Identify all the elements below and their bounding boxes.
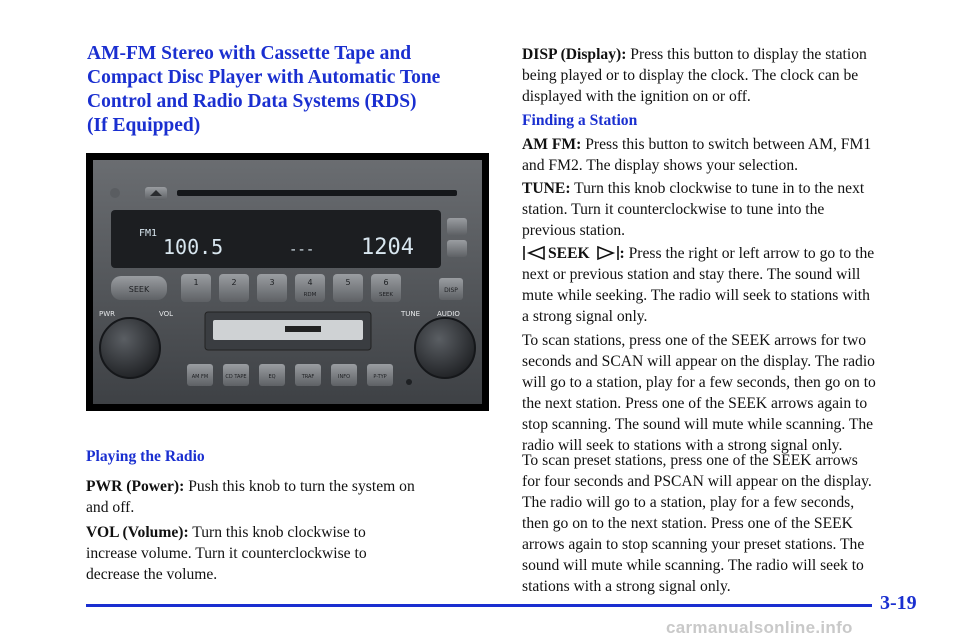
- pscan-text-6: sound will mute while scanning. The radio will seek to: [522, 557, 864, 574]
- small-hole: [406, 379, 412, 385]
- page-number: 3-19: [880, 592, 917, 614]
- tune-text-3: previous station.: [522, 222, 626, 239]
- cd-slot: [177, 190, 457, 196]
- bottom-button-label-4: INFO: [337, 374, 351, 380]
- radio-photo: [86, 153, 489, 411]
- audio-label: AUDIO: [437, 310, 460, 318]
- finding-station-subhead: Finding a Station: [522, 112, 638, 129]
- heading-line-2: Compact Disc Player with Automatic Tone: [87, 67, 441, 88]
- bottom-button-label-1: CD TAPE: [225, 374, 247, 380]
- tune-term: TUNE:: [522, 180, 571, 197]
- indicator-led: [110, 188, 120, 198]
- vol-text-3: decrease the volume.: [86, 566, 218, 583]
- preset-number-1: 1: [193, 278, 199, 287]
- scan-text-3: will go to a station, play for a few seconds, then go on to: [522, 374, 876, 391]
- scan-text-4: the next station. Press one of the SEEK arrows again to: [522, 395, 868, 412]
- disp-paragraph: [522, 44, 932, 107]
- bottom-button-label-5: P-TYP: [373, 374, 387, 380]
- tune-audio-knob: [415, 318, 475, 378]
- seek-text-4: a strong signal only.: [522, 308, 648, 325]
- disp-button-label: DISP: [444, 287, 458, 294]
- amfm-text-2: and FM2. The display shows your selection.: [522, 157, 799, 174]
- footer-rule: [86, 604, 872, 607]
- vol-text-2: increase volume. Turn it counterclockwise to: [86, 545, 367, 562]
- scan-text-1: To scan stations, press one of the SEEK arrows for two: [522, 332, 867, 349]
- amfm-text-1: Press this button to switch between AM, FM1: [581, 136, 872, 153]
- bottom-button-label-2: EQ: [268, 374, 276, 380]
- scan-text-5: stop scanning. The sound will mute while scanning. The: [522, 416, 874, 433]
- tune-text-1: Turn this knob clockwise to tune in to the next: [570, 180, 865, 197]
- pwr-label: PWR: [99, 310, 116, 318]
- scan-text-6: radio will seek to stations with a strong signal only.: [522, 437, 843, 454]
- pwr-term: PWR (Power):: [86, 478, 185, 495]
- tune-paragraph: [522, 178, 932, 241]
- side-button-2: [447, 240, 467, 257]
- seek-text-3: mute while seeking. The radio will seek to stations with: [522, 287, 870, 304]
- preset-number-3: 3: [269, 278, 275, 287]
- seek-paragraph: [522, 243, 932, 327]
- seek-left-icon: [522, 245, 548, 261]
- heading-line-1: AM-FM Stereo with Cassette Tape and: [87, 43, 412, 64]
- pscan-text-7: stations with a strong signal only.: [522, 578, 731, 595]
- vol-label: VOL: [159, 310, 174, 318]
- section-heading: [87, 42, 497, 138]
- pwr-vol-knob: [100, 318, 160, 378]
- vol-term: VOL (Volume):: [86, 524, 189, 541]
- vol-text-1: Turn this knob clockwise to: [188, 524, 366, 541]
- lcd-clock: 1204: [361, 235, 414, 260]
- preset-sublabel-4: RDM: [303, 292, 317, 298]
- pscan-text-5: arrows again to stop scanning your preset stations. The: [522, 536, 865, 553]
- disp-text-3: displayed with the ignition on or off.: [522, 88, 751, 105]
- tune-text-2: station. Turn it counterclockwise to tune into the: [522, 201, 825, 218]
- pwr-text-1: Push this knob to turn the system on: [184, 478, 415, 495]
- seek-right-icon: [594, 245, 620, 261]
- bottom-button-label-3: TRAF: [301, 374, 315, 380]
- seek-colon: :: [619, 245, 625, 262]
- playing-radio-subhead: Playing the Radio: [86, 448, 205, 465]
- heading-line-3: Control and Radio Data Systems (RDS): [87, 91, 417, 112]
- pscan-text-4: then go on to the next station. Press one of the SEEK: [522, 515, 853, 532]
- seek-term: SEEK: [548, 245, 590, 262]
- preset-number-2: 2: [231, 278, 237, 287]
- pscan-paragraph: [522, 450, 934, 597]
- pwr-text-2: and off.: [86, 499, 135, 516]
- seek-text-1: Press the right or left arrow to go to the: [624, 245, 875, 262]
- watermark: carmanualsonline.info: [666, 618, 853, 637]
- side-button-1: [447, 218, 467, 235]
- bottom-button-label-0: AM FM: [191, 374, 209, 380]
- cassette-label: [285, 326, 321, 332]
- preset-number-6: 6: [383, 278, 389, 287]
- scan-text-2: seconds and SCAN will appear on the display. The radio: [522, 353, 875, 370]
- pscan-text-3: The radio will go to a station, play for a few seconds,: [522, 494, 855, 511]
- tune-label: TUNE: [401, 310, 421, 318]
- heading-line-4: (If Equipped): [87, 115, 201, 136]
- lcd-middle: ---: [289, 242, 315, 258]
- radio-faceplate-illustration: [93, 160, 482, 404]
- disp-term: DISP (Display):: [522, 46, 627, 63]
- amfm-paragraph: [522, 134, 932, 176]
- lcd-mode: FM1: [139, 228, 158, 239]
- pwr-paragraph: [86, 476, 486, 518]
- preset-number-5: 5: [345, 278, 351, 287]
- disp-text-2: being played or to display the clock. The clock can be: [522, 67, 859, 84]
- scan-paragraph: [522, 330, 934, 456]
- seek-label: SEEK: [128, 285, 150, 294]
- seek-text-2: next or previous station and stay there. The sound will: [522, 266, 861, 283]
- pscan-text-2: for four seconds and PSCAN will appear on the display.: [522, 473, 872, 490]
- disp-text-1: Press this button to display the station: [626, 46, 867, 63]
- preset-number-4: 4: [307, 278, 313, 287]
- amfm-term: AM FM:: [522, 136, 582, 153]
- pscan-text-1: To scan preset stations, press one of the SEEK arrows: [522, 452, 858, 469]
- preset-sublabel-6: SEEK: [378, 292, 394, 298]
- lcd-frequency: 100.5: [163, 235, 224, 259]
- vol-paragraph: [86, 522, 486, 585]
